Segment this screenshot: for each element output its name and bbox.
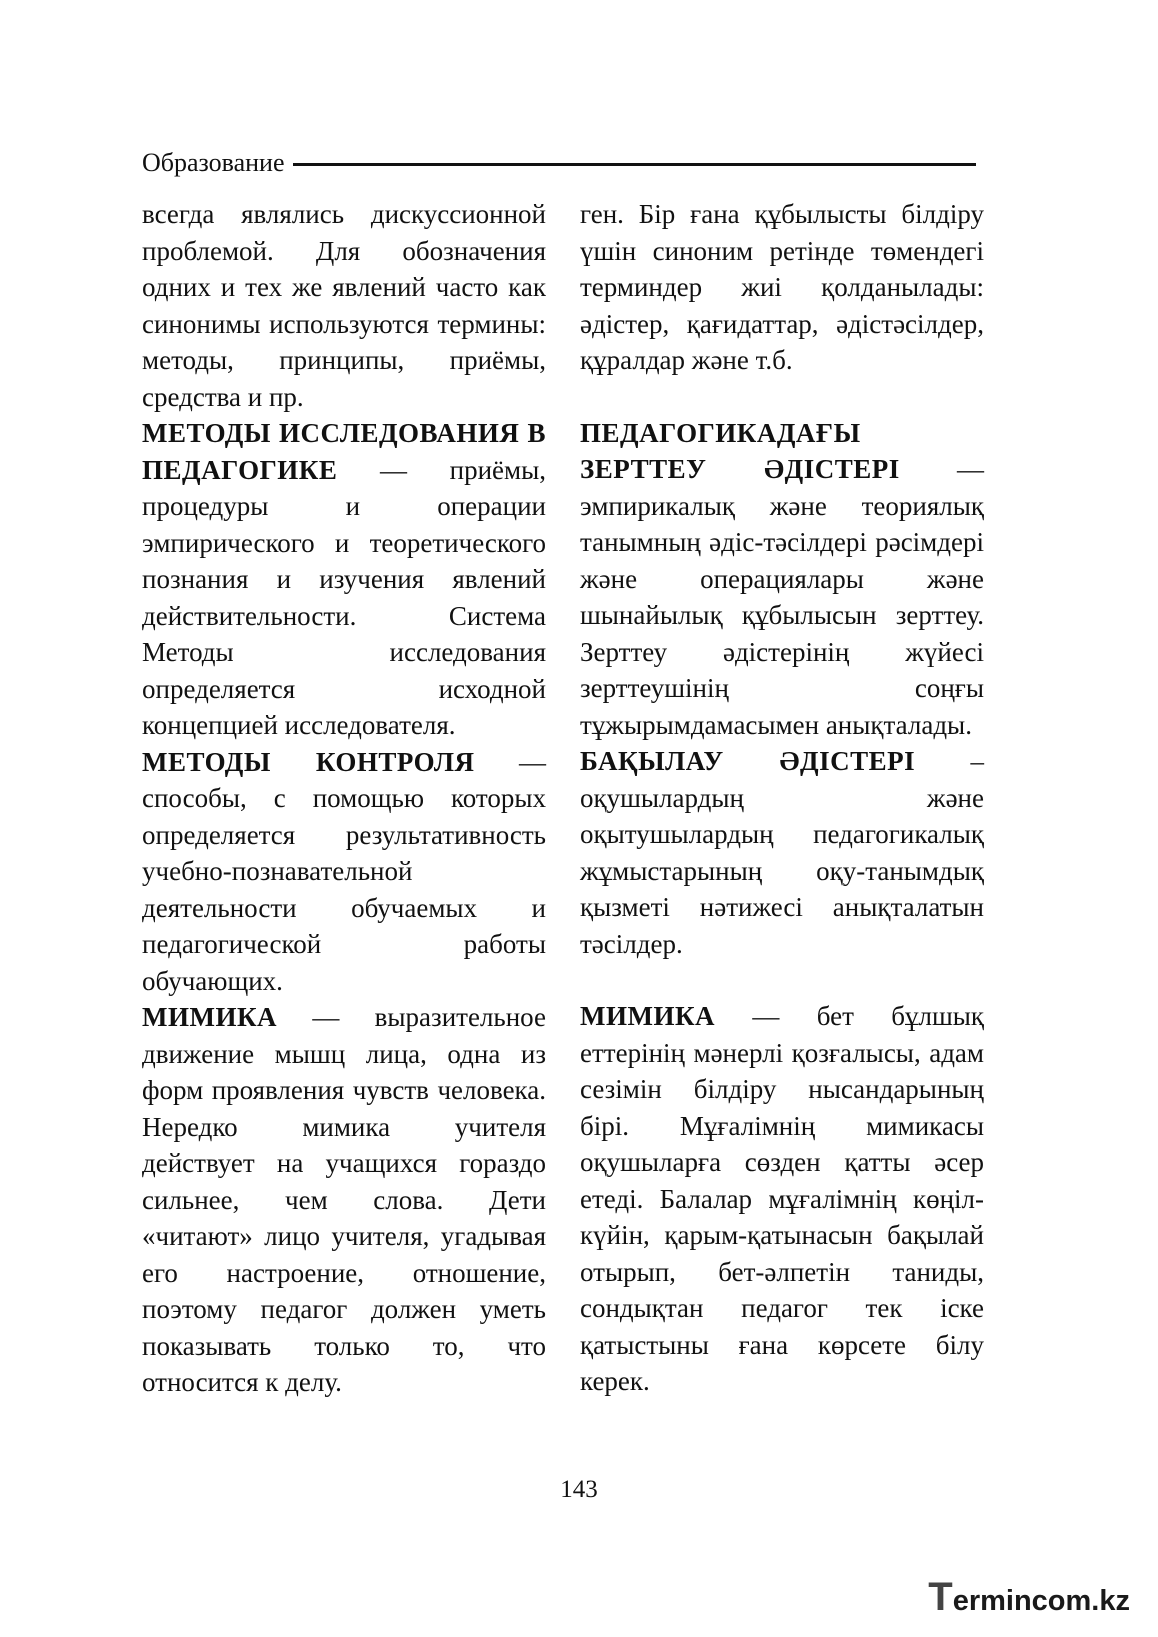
entry-methods-control	[142, 744, 546, 1000]
page-number: 143	[560, 1476, 598, 1503]
entry-term: МИМИКА	[142, 1002, 278, 1032]
header-rule	[293, 163, 976, 166]
running-header	[142, 148, 976, 178]
logo-text: ermincom.kz	[952, 1585, 1130, 1617]
entry-text: — выразительное движение мышц лица, одна из форм проявления чувств человека. Нередко мимика учителя действует на учащихся гораздо сильнее, чем слова. Дети «читают» лицо учителя, угадывая его настроение, отношение, поэтому педагог должен уметь показывать только то, что относится к делу.	[142, 1002, 546, 1397]
entry-term: МЕТОДЫ ИССЛЕДОВАНИЯ В ПЕДАГОГИКЕ	[142, 418, 546, 485]
entry-text: – оқушылардың және оқытушылардың педагогикалық жұмыстарының оқу-танымдық қызметі нәтижесі анықталатын тәсілдер.	[580, 746, 984, 959]
logo-first-letter: T	[928, 1575, 953, 1619]
section-title: Образование	[142, 148, 285, 177]
entry-text: — способы, с помощью которых определяется результативность учебно-познавательной деятельности обучаемых и педагогической работы обучающих.	[142, 746, 547, 996]
entry-text: ген. Бір ғана құбылысты білдіру үшін синоним ретінде төмендегі терминдер жиі қолданылады: әдістер, қағидаттар, әдістәсілдер, құралдар және т.б.	[580, 199, 984, 375]
right-column	[580, 196, 984, 1400]
entry-methods-research	[580, 415, 984, 744]
entry-continuation	[142, 196, 546, 415]
entry-text: — бет бұлшық еттерінің мәнерлі қозғалысы, адам сезімін білдіру нысандарының бірі. Мұғалімнің мимикасы оқушыларға сөзден қатты әсер етеді. Балалар мұғалімнің көңіл-күйін, қарым-қатынасын бақылай отырып, бет-әлпетін таниды, сондықтан педагог тек іске қатыстыны ғана көрсете білу керек.	[580, 1001, 984, 1396]
left-column	[142, 196, 546, 1401]
entry-methods-control	[580, 743, 984, 962]
entry-mimika	[142, 999, 546, 1401]
entry-text: — эмпирикалық және теориялық танымның әдіс-тәсілдері рәсімдері және операциялары және шынайылық құбылысын зерттеу. Зерттеу әдістерінің жүйесі зерттеушінің соңғы тұжырымдамасымен анықталады.	[580, 454, 984, 740]
entry-text: всегда являлись дискуссионной проблемой. Для обозначения одних и тех же явлений часто как синонимы используются термины: методы, принципы, приёмы, средства и пр.	[142, 199, 546, 412]
watermark-logo	[928, 1577, 1130, 1617]
spacer	[580, 962, 984, 998]
entry-term: БАҚЫЛАУ ӘДІСТЕРІ	[580, 746, 916, 776]
entry-term: МИМИКА	[580, 1001, 716, 1031]
entry-term: ПЕДАГОГИКАДАҒЫ ЗЕРТТЕУ ӘДІСТЕРІ	[580, 417, 900, 484]
entry-mimika	[580, 998, 984, 1400]
entry-text: — приёмы, процедуры и операции эмпирического и теоретического познания и изучения явлений действительности. Система Методы исследования определяется исходной концепцией исследователя.	[142, 454, 546, 740]
entry-methods-research	[142, 415, 546, 744]
entry-continuation	[580, 196, 984, 379]
spacer	[580, 379, 984, 415]
entry-term: МЕТОДЫ КОНТРОЛЯ	[142, 746, 475, 777]
